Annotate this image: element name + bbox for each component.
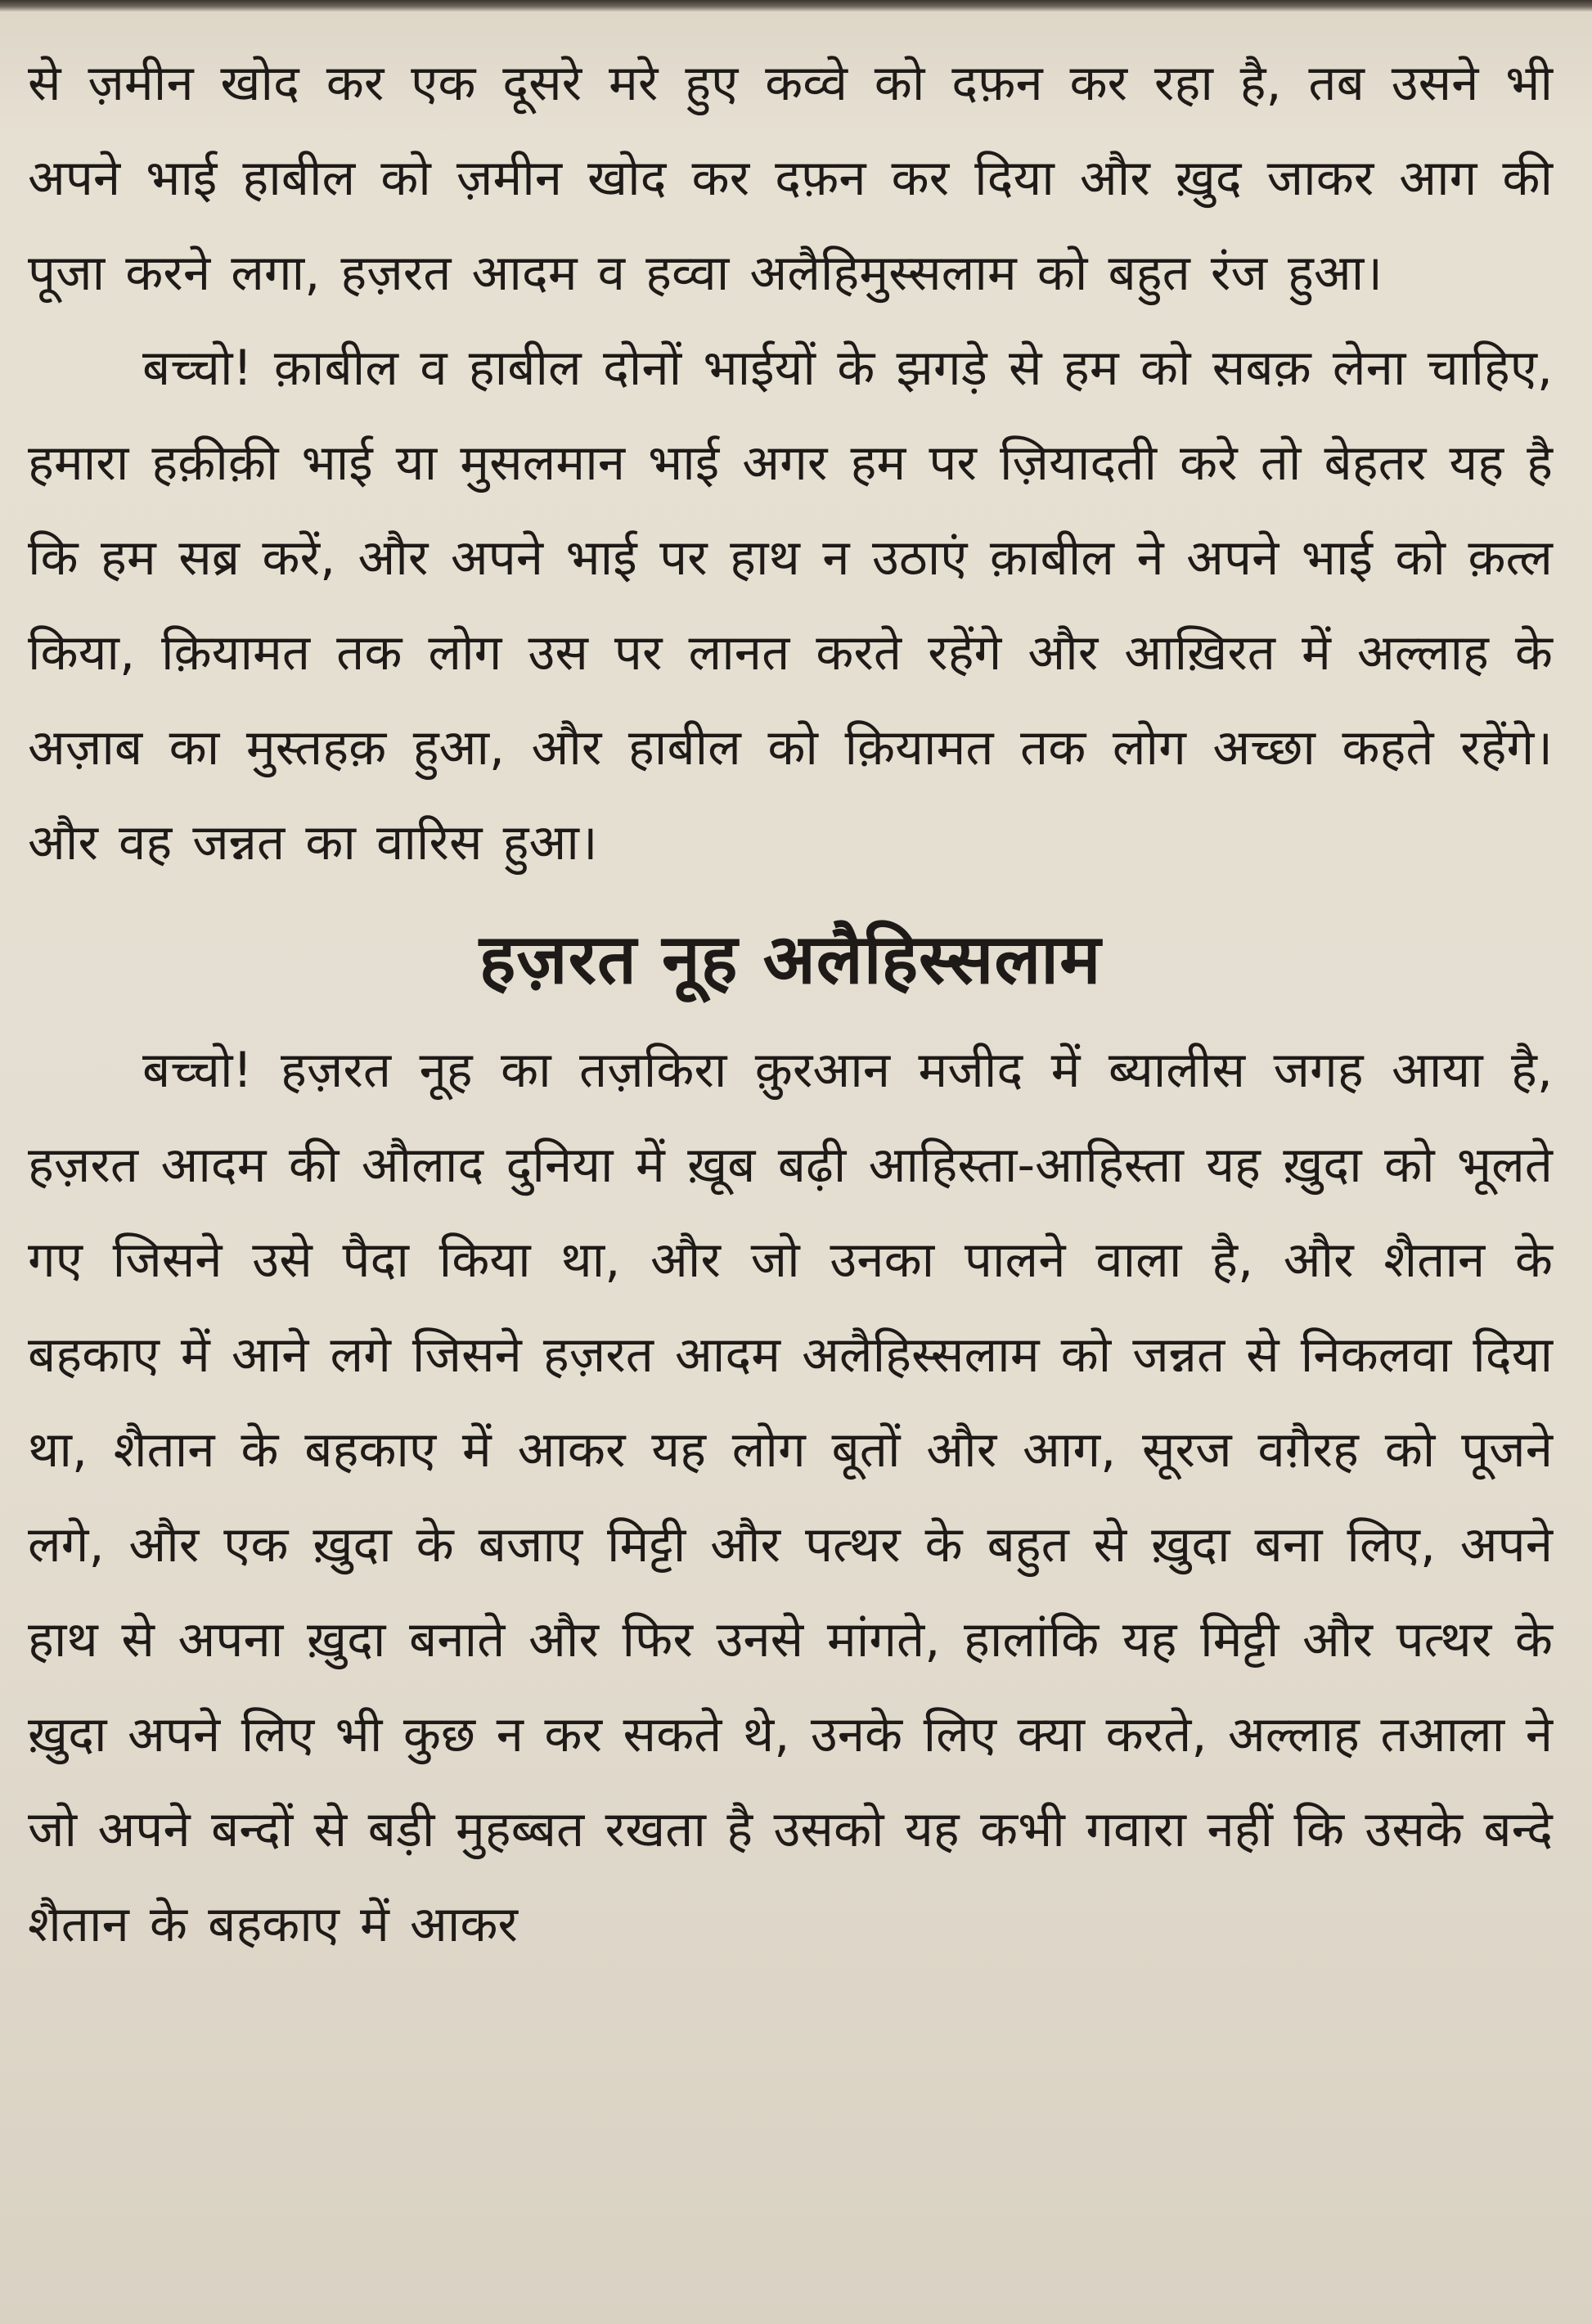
paragraph-nuh-intro: बच्चो! हज़रत नूह का तज़किरा क़ुरआन मजीद में ब्यालीस जगह आया है, हज़रत आदम की औलाद दुनिया में ख़ूब बढ़ी आहिस्ता-आहिस्ता यह ख़ुदा को भूलते गए जिसने उसे पैदा किया था, और जो उनका पालने वाला है, और शैतान के बहकाए में आने लगे जिसने हज़रत आदम अलैहिस्सलाम को जन्नत से निकलवा दिया था, शैतान के बहकाए में आकर यह लोग बूतों और आग, सूरज वग़ैरह को पूजने लगे, और एक ख़ुदा के बजाए मिट्टी और पत्थर के बहुत से ख़ुदा बना लिए, अपने हाथ से अपना ख़ुदा बनाते और फिर उनसे मांगते, हालांकि यह मिट्टी और पत्थर के ख़ुदा अपने लिए भी कुछ न कर सकते थे, उनके लिए क्या करते, अल्लाह तआला ने जो अपने बन्दों से बड़ी मुहब्बत रखता है उसको यह कभी गवारा नहीं कि उसके बन्दे शैतान के बहकाए में आकर	[28, 1042, 1553, 1953]
chapter-heading: हज़रत नूह अलैहिस्सलाम	[479, 919, 1102, 999]
paragraph-continuation: से ज़मीन खोद कर एक दूसरे मरे हुए कव्वे को दफ़न कर रहा है, तब उसने भी अपने भाई हाबील को ज़मीन खोद कर दफ़न कर दिया और ख़ुद जाकर आग की पूजा करने लगा, हज़रत आदम व हव्वा अलैहिमुस्सलाम को बहुत रंज हुआ।	[28, 55, 1553, 302]
paragraph-lesson: बच्चो! क़ाबील व हाबील दोनों भाईयों के झगड़े से हम को सबक़ लेना चाहिए, हमारा हक़ीक़ी भाई या मुसलमान भाई अगर हम पर ज़ियादती करे तो बेहतर यह है कि हम सब्र करें, और अपने भाई पर हाथ न उठाएं क़ाबील ने अपने भाई को क़त्ल किया, क़ियामत तक लोग उस पर लानत करते रहेंगे और आख़िरत में अल्लाह के अज़ाब का मुस्तहक़ हुआ, और हाबील को क़ियामत तक लोग अच्छा कहते रहेंगे। और वह जन्नत का वारिस हुआ।	[28, 340, 1553, 872]
page-top-edge	[0, 0, 1592, 11]
